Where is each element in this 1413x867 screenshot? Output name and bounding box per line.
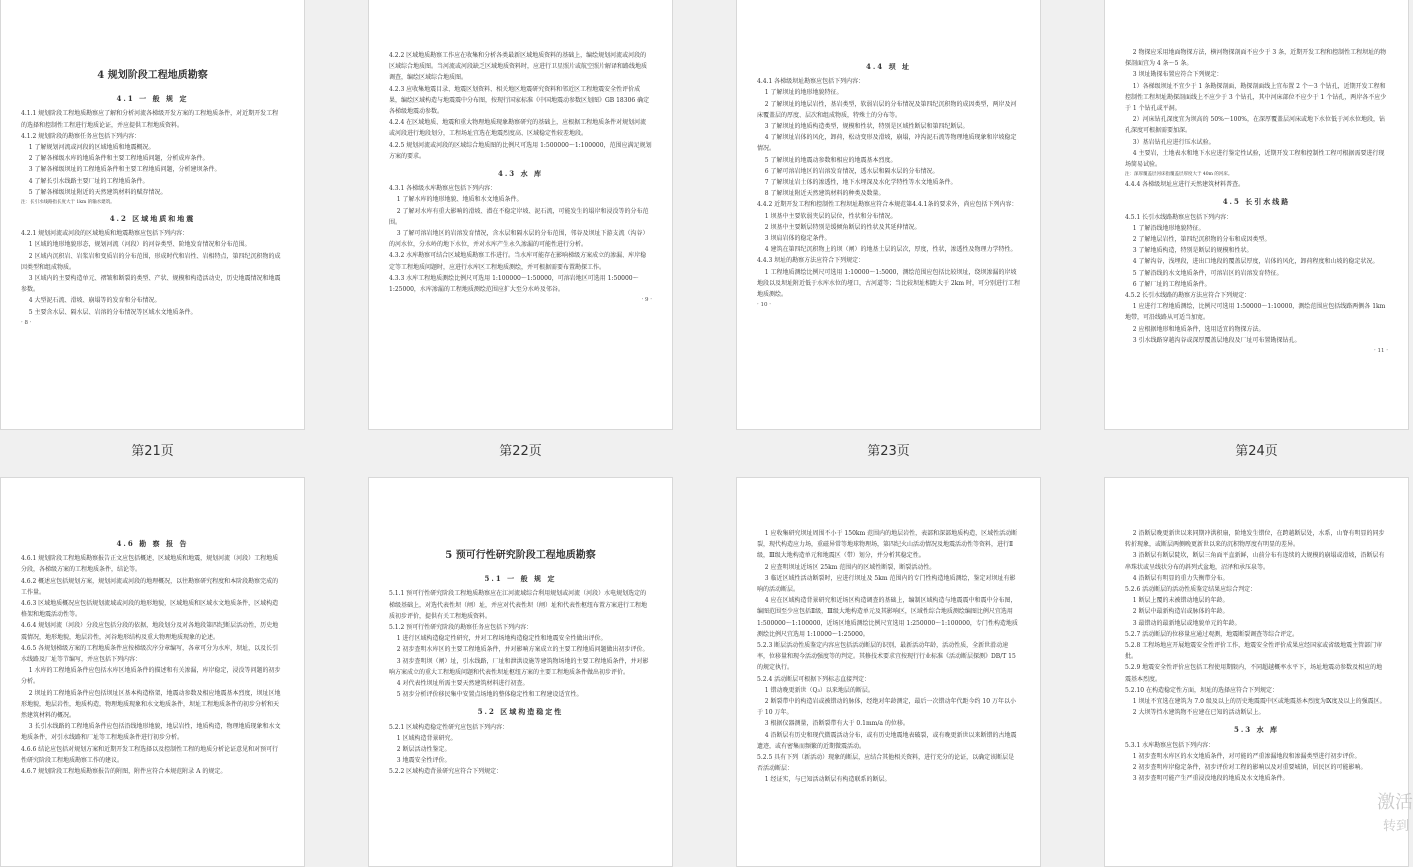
clause-item: 2 应根据地形和地质条件，选用适宜的物探方法。 <box>1132 325 1265 333</box>
clause-item: 2 断裂带中的构造岩或被错动的脉体，经绝对年龄测定，最后一次错动年代距今约 10 万年以小于 10 万年。 <box>757 698 1016 717</box>
clause-item: 4 沿断层有历史和现代微震活动分布，或有历史地震地表破裂，或有晚更新世以来断错的古地震遗迹，或有密集而频繁的近期微震活动。 <box>757 731 1017 750</box>
page-number: · 9 · <box>641 297 652 304</box>
page-caption[interactable]: 第24页 <box>1235 444 1278 459</box>
clause-item: 2 应查明坝址近场区 25km 范围内的区域性断裂，断裂活动性。 <box>764 563 936 571</box>
clause-item: 3 根据仪器测量，沿断裂带有大于 0.1mm/a 的位移。 <box>764 720 909 728</box>
clause-item: 2 了解坝址的地层岩性，基岩类型，软弱岩层的分布情况及第四纪沉积物的成因类型，两岸及河床覆盖层的厚度、层次和组成物质，特殊土的分布等。 <box>757 100 1017 119</box>
clause-item: 1 水库的工程地质条件应包括水库区地质条件的描述和有关渗漏，库岸稳定，浸没等问题的初步分析。 <box>21 667 281 686</box>
page-thumbnail-23[interactable] <box>736 0 1041 430</box>
clause-item: 3）基岩钻孔应进行压水试验。 <box>1132 138 1215 146</box>
clause-item: 2 物探应采用地面物探方法，横河物探剖面不应少于 3 条，近期开发工程和控制性工程坝址的物探剖面宜为 4 条～5 条。 <box>1125 49 1387 68</box>
clause: 5.2.10 在构造稳定性方面，坝址的选择应符合下列规定： <box>1125 686 1278 694</box>
clause: 4.3.1 各梯级水库勘察应包括下列内容： <box>389 185 497 193</box>
clause: 4.1.1 规划阶段工程地质勘察应了解和分析河流各梯级开发方案的工程地质条件，对近期开发工程的选择和控制性工程进行地质论证，并应提供工程地质资料。 <box>21 110 279 129</box>
clause: 5.2.9 地震安全性评价应包括工程使用期限内，不同超越概率水平下，场址地震动参数及相应的地震基本烈度。 <box>1125 664 1383 683</box>
clause-item: 4 了解坝址岩体的风化，卸荷，松动变形及滑坡，崩塌，冲沟泥石流等物理地质现象和岸坡稳定情况。 <box>757 134 1017 153</box>
page-thumbnail-27[interactable] <box>736 477 1041 867</box>
page-number: · 10 · <box>757 302 771 309</box>
clause-item: 5 了解坝址的地震动参数和相应的地震基本烈度。 <box>764 156 897 164</box>
clause-item: 3 长引水线路的工程地质条件应包括沿线地形地貌，地层岩性，地质构造，物理地质现象和水文地质条件，对引水线路和厂址等工程地质条件进行初步分析。 <box>21 723 281 742</box>
clause-item: 3 坝址勘探布置应符合下列规定： <box>1132 71 1223 79</box>
clause-item: 1 错动晚更新世（Q₃）以来地层的断层。 <box>764 686 874 694</box>
clause: 5.1.1 预可行性研究阶段工程地质勘察应在江河流域综合利用规划或河流（河段）水电规划选定的梯级基础上，对选代表性坝（闸）址，并应对代表性坝（闸）址和代表性枢纽布置方案进行工程地质初步评价，提供有关工程地质资料。 <box>389 590 648 620</box>
clause: 5.2.3 断层活动性质鉴定内容应包括活动断层的识别，最新活动年龄，活动性质，全新世滑动速率，位移量和现今活动强度等的判定。其修技术要求宜按现行行业标准《活动断层探测》DB/T 15 的规定执行。 <box>757 642 1016 672</box>
clause: 4.6.1 规划阶段工程地质勘察报告正文应包括概述，区域地质和地震，规划河流（河段）工程地质分段，各梯级方案的工程地质条件，结论等。 <box>21 555 279 574</box>
clause-item: 2）河床钻孔深度宜为坝高的 50%～100%，在深厚覆盖层河床或地下水位低于河水位地段，钻孔深度可根据需要加深。 <box>1125 116 1386 135</box>
section-heading: 4.1 一 般 规 定 <box>116 94 189 104</box>
clause-item: 3 初步查明坝（闸）址，引水线路，厂址和泄洪设施等建筑物场地的主要工程地质条件，并对影响方案成立的重大工程地质问题和代表性坝址枢纽方案的主要工程地质条件做出初步评价。 <box>389 657 649 676</box>
clause-item: 2 断层活动性鉴定。 <box>396 746 451 754</box>
clause: 4.3.3 水库工程地质测绘比例尺可选用 1:100000～1:50000，可溶岩地区可选用 1:50000～1:25000，水库渗漏的工程地质测绘范围应扩大至分水岭及邻谷。 <box>389 274 639 294</box>
clause: 4.6.7 规划阶段工程地质勘察报告的附图，附件应符合本规范附录 A 的规定。 <box>21 768 227 776</box>
clause-item: 1 工程地质测绘比例尺可选用 1:10000～1:5000，测绘范围应包括比较坝址，绕坝渗漏的岸坡地段以及坝址附近低于水库水位的垭口，古河道等；当比较坝址相距大于 2km 时，可分别进行工程地质测绘。 <box>757 268 1020 299</box>
clause: 4.4.2 近期开发工程和控制性工程坝址勘察应符合本规范第4.4.1条的要求外，尚应包括下列内容： <box>757 201 1018 209</box>
section-heading: 5.2 区域构造稳定性 <box>477 707 564 717</box>
clause-item: 1 区域的地形地貌形态，规划河流（河段）的河谷类型、阶地发育情况和分布范围。 <box>28 241 251 249</box>
clause-item: 4 大型泥石流、滑坡、崩塌等的发育和分布情况。 <box>28 297 161 305</box>
section-heading: 4.4 坝 址 <box>865 62 912 71</box>
clause-item: 6 了解厂址的工程地质条件。 <box>1132 280 1211 288</box>
clause: 5.2.1 区域构造稳定性研究应包括下列内容： <box>389 723 509 731</box>
section-heading: 5.1 一 般 规 定 <box>484 574 557 584</box>
clause-item: 5 了解沿线的水文地质条件，可溶岩区的岩溶发育特征。 <box>1132 269 1283 277</box>
clause-item: 1 坝基中主要软弱夹层的层位，性状和分布情况。 <box>764 212 897 220</box>
clause: 4.4.1 各梯级坝址勘察应包括下列内容： <box>757 78 865 86</box>
clause-item: 4 了解沟谷，浅埋段，进出口地段的覆盖层厚度，岩体的风化，卸荷程度和山坡的稳定状况。 <box>1132 258 1379 266</box>
clause-item: 4 应在区域构造背景研究和近场区构造调查的基础上，编制区域构造与地震震中和震中分布图，编图范围至少应包括Ⅱ级，Ⅲ级大地构造单元及其影响区，区域性综合地质测绘编图比例尺宜选用 1:500000～1:100000，近场区地质测绘比例尺宜选用 1:250000～1:100000，专门性构造地质测绘比例尺宜选用 1:10000～1:25000。 <box>757 597 1018 638</box>
clause-item: 1 了解坝址的地形地貌特征。 <box>764 89 843 97</box>
clause-item: 4 沿断层有明显的重力失衡带分布。 <box>1132 574 1229 582</box>
clause: 4.6.4 规划河流（河段）分段应包括分段的依据，地段划分及对各地段第四纪断层活动性，历史地震情况，地形地貌，地层岩性，河谷地形结构及重大物理地质现象的论述。 <box>21 622 279 641</box>
clause: 4.1.2 规划阶段的勘察任务应包括下列内容： <box>21 132 141 140</box>
clause-item: 3 沿断层有断层陡坎，断层三角面平直新鲜，山前分布有连续的大规模的崩塌或滑坡，沿断层有串珠状或呈线状分布的斜列式盆地，沼泽和承压泉等。 <box>1125 552 1385 571</box>
section-heading: 4.3 水 库 <box>497 169 544 179</box>
clause-item: 2 坝基中主要断层特别是缓倾角断层的性状及其延伸情况。 <box>764 223 921 231</box>
clause: 5.3.1 水库勘察应包括下列内容： <box>1125 741 1215 749</box>
clause-item: 1 了解水库的地形地貌、地质和水文地质条件。 <box>396 196 523 204</box>
activation-watermark-sub: 转到 <box>1383 819 1410 834</box>
clause-item: 1 坝址不宜选在建筑为 7.0 级及以上的历史地震震中区或地震基本烈度为Ⅸ度及以上的强震区。 <box>1132 698 1386 706</box>
clause-item: 2 初步查明库岸稳定条件，初步评价对工程的影响以及对重要城镇，居民区的可能影响。 <box>1132 764 1367 772</box>
clause-item: 1 应收集研究坝址周围不小于 150km 范围内的地层岩性，表部和深部地质构造，区域性活动断裂，现代构造应力场，重磁异常等地球物理场，第四纪火山活动情况及地震活动性等资料，进行Ⅱ级，Ⅲ级大地构造单元和地震区（带）划分，并分析其稳定性。 <box>757 530 1018 560</box>
clause-item: 8 了解坝址附近天然建筑材料的种类及数量。 <box>764 190 885 198</box>
clause: 4.4.4 各梯级坝址应进行天然建筑材料普查。 <box>1125 181 1245 189</box>
clause-item: 3 了解地质构造，特别是断层的规模和性状。 <box>1132 247 1253 255</box>
note: 注：长引水线路指长度大于 1km 的输水建筑。 <box>21 200 115 206</box>
clause-item: 3 引水线路穿越沟谷或深厚覆盖层地段及厂址可布置勘探钻孔。 <box>1132 336 1301 344</box>
clause-item: 2 了解对水库有重大影响的滑坡、潜在不稳定岸坡、泥石流，可能发生的塌岸和浸没等的分布范围。 <box>389 207 649 226</box>
clause-item: 2 断层中最新构造岩或脉体的年龄。 <box>1132 608 1229 616</box>
clause: 5.2.7 活动断层的位移量应通过观测，地震断裂调查等综合评定。 <box>1125 630 1299 638</box>
section-heading: 4.2 区域地质和地震 <box>109 214 196 224</box>
clause: 4.2.1 规划河流或河段的区域地质和地震勘察应包括下列内容： <box>21 230 189 238</box>
page-thumbnail-22[interactable] <box>368 0 673 430</box>
page-caption[interactable]: 第22页 <box>499 444 542 459</box>
clause-item: 1 初步查明水库区的水文地质条件，对可能的严重渗漏地段和渗漏类型进行初步评价。 <box>1132 752 1361 760</box>
clause: 5.2.4 活动断层可根据下列标志直接判定： <box>757 675 871 683</box>
page-thumbnail-24[interactable] <box>1104 0 1409 430</box>
page-number: · 11 · <box>1374 348 1388 355</box>
clause: 5.2.2 区域构造背景研究应符合下列规定： <box>389 768 503 776</box>
clause: 4.3.2 水库勘察可结合区域地质勘察工作进行。当水库可能存在影响梯级方案成立的渗漏、库岸稳定等工程地质问题时，应进行水库区工程地质测绘，并可根据需要布置勘探工作。 <box>389 252 647 271</box>
clause-item: 2 区域内沉积岩、岩浆岩和变质岩的分布范围，形成时代和岩性、岩相特点，第四纪沉积物的成因类型和组成物质。 <box>21 252 281 271</box>
clause-item: 1 应进行工程地质测绘，比例尺可选用 1:50000～1:10000，测绘范围应包括线路两侧各 1km 地带，可沿线路从可适当加宽。 <box>1125 303 1386 322</box>
clause-item: 7 了解坝址岩土体的渗透性，地下水埋深及水化学特性等水文地质条件。 <box>764 179 957 187</box>
clause: 4.5.2 长引水线路的勘察方法应符合下列规定： <box>1125 292 1251 300</box>
section-heading: 5.3 水 库 <box>1233 725 1280 735</box>
clause-item: 1 了解规划河流或河段的区域地质和地震概况。 <box>28 144 155 152</box>
clause-item: 3 区域内的主要构造单元、褶皱和断裂的类型、产状、规模和构造活动史，历史地震情况和地震参数。 <box>21 275 281 294</box>
clause-item: 2 大坝等挡水建筑物不应建在已知的活动断层上。 <box>1132 709 1265 717</box>
clause-item: 4 对代表性坝址所需主要天然建筑材料进行初查。 <box>396 680 529 688</box>
clause: 5.2.5 具有下列（新活动）现象的断层，应结合其他相关资料，进行充分的论证，以确定该断层是否活动断层： <box>757 754 1015 773</box>
clause: 4.5.1 长引水线路勘察应包括下列内容： <box>1125 213 1233 221</box>
clause: 5.2.8 工程场地应开展地震安全性评价工作，地震安全性评价成果应经国家或省级地震主管部门审批。 <box>1125 642 1383 661</box>
clause: 5.1.2 预可行性研究阶段的勘察任务应包括下列内容： <box>389 624 533 632</box>
clause-item: 3 了解各梯级坝址的工程地质条件和主要工程地质问题，分析建坝条件。 <box>28 166 221 174</box>
clause-item: 2 了解地层岩性，第四纪沉积物的分布和成因类型。 <box>1132 236 1271 244</box>
clause-item: 4 建筑在第四纪沉积物上的坝（闸）的地基土层的层次，厚度，性状，渗透性及物理力学特性。 <box>764 246 1017 254</box>
clause: 4.2.3 应收集地震目录、地震区划资料、相关地区地震研究资料和邻近区工程地震安全性评价成果，编绘区域构造与地震震中分布图，按现行国家标准《中国地震动参数区划图》GB 18306 确定各梯级地震动参数。 <box>389 85 650 116</box>
section-heading: 4.6 勘 察 报 告 <box>116 539 189 548</box>
clause-item: 3 了解可溶岩地区的岩溶发育情况，含水层和隔水层的分布范围，邻谷及坝址下游支流（沟谷）的河水位，分水岭的地下水位，并对水库产生永久渗漏的可能性进行分析。 <box>389 230 649 249</box>
clause: 4.2.2 区域地质勘察工作应在收集和分析各类最新区域地质资料的基础上，编绘规划河流或河段的区域综合地质图。当河流或河段缺乏区域地质资料时，应进行卫星照片或航空照片解译和路线地质调查，编绘区域综合地质图。 <box>389 52 648 82</box>
clause-item: 1 进行区域构造稳定性研究，并对工程场地构造稳定性和地震安全性做出评价。 <box>396 635 607 643</box>
page-thumbnail-28[interactable] <box>1104 477 1413 867</box>
chapter-title: 5 预可行性研究阶段工程地质勘察 <box>445 550 596 561</box>
clause: 5.2.6 活动断层的活动性质鉴定结果应综合判定： <box>1125 586 1257 594</box>
clause-item: 2 初步查明水库区的主要工程地质条件，并对影响方案成立的主要工程地质问题做出初步评价。 <box>396 646 649 654</box>
clause: 4.6.3 区域地质概况应包括规划流域或河段的地形地貌，区域地质和区域水文地质条件，区域构造格架和地震活动性等。 <box>21 600 279 619</box>
clause-item: 3 初步查明可能产生严重浸没地段的地质及水文地质条件。 <box>1132 775 1289 783</box>
clause: 4.6.2 概述应包括规划方案，规划河流或河段的地理概况，以往勘察研究程度和本阶段勘察完成的工作量。 <box>21 577 279 596</box>
chapter-title: 4 规划阶段工程地质勘察 <box>97 70 208 81</box>
clause-item: 1 区域构造背景研究。 <box>396 734 457 742</box>
clause-item: 5 了解各梯级坝址附近的天然建筑材料的赋存情况。 <box>28 188 167 196</box>
clause-item: 5 主要含水层、隔水层、岩溶的分布情况等区域水文地质条件。 <box>28 308 197 316</box>
clause-item: 2 了解各梯级水库的地质条件和主要工程地质问题，分析成库条件。 <box>28 155 209 163</box>
clause-item: 2 沿断层晚更新世以来同期冲洪积扇，阶地发生错位，在跨越断层处，水系，山脊有明显的同步转折现象，或断层两侧晚更新世以来的沉积物厚度有明显的差异。 <box>1125 530 1385 549</box>
clause-item: 1）各梯级坝址不宜少于 1 条勘探剖面，勘探剖面线上宜布置 2 个～3 个钻孔，近期开发工程和控制性工程坝址勘探剖面线上不应少于 3 个钻孔，其中河床部位不应少于 1 个钻孔，两岸各不应少于 1 个钻孔或平洞。 <box>1125 82 1387 113</box>
activation-watermark: 激活 <box>1377 792 1413 813</box>
clause-item: 3 坝肩岩体的稳定条件。 <box>764 235 831 243</box>
section-heading: 4.5 长引水线路 <box>1222 197 1291 207</box>
clause-item: 1 断层上覆的未被错动地层的年龄。 <box>1132 597 1229 605</box>
page-thumbnail-21[interactable] <box>0 0 305 430</box>
clause-item: 3 最错动的最新地层或地貌单元的年龄。 <box>1132 619 1241 627</box>
clause-item: 4 主要岩，土地表水和地下水应进行鉴定性试验，近期开发工程和控制性工程可根据需要进行现场简易试验。 <box>1125 149 1385 169</box>
clause-item: 3 地震安全性评价。 <box>396 757 451 765</box>
note: 注：深厚覆盖层河床指覆盖层厚度大于 40m 的河床。 <box>1125 172 1233 178</box>
clause-item: 3 临近区域性活动断裂时，应进行坝址及 5km 范围内的专门性构造地质测绘，鉴定对坝址有影响的活动断层。 <box>757 574 1016 594</box>
clause: 4.4.3 坝址的勘察方法应符合下列规定： <box>757 257 865 265</box>
clause: 4.6.5 各规划梯级方案的工程地质条件应按梯级次序分章编写，各章可分为水库，坝址，以及长引水线路及厂址等节编写，并应包括下列内容： <box>21 644 279 664</box>
page-caption[interactable]: 第23页 <box>867 444 910 459</box>
clause-item: 1 了解沿线地形地貌特征。 <box>1132 224 1205 232</box>
clause-item: 4 了解长引水线路主要厂址的工程地质条件。 <box>28 177 149 185</box>
clause: 4.2.4 在区域地质、地震和重大物理地质现象勘察研究的基础上，应根据工程地质条件对规划河流或河段进行地段划分，工程场址宜选在地震烈度高、区域稳定性较差地段。 <box>389 119 647 138</box>
clause-item: 5 初步分析评价移民集中安置点场地的整体稳定性和工程建设适宜性。 <box>396 691 583 699</box>
clause-item: 1 经证实，与已知活动断层有构造联系的断层。 <box>764 776 891 784</box>
clause: 4.6.6 结论应包括对规划方案和近期开发工程选择以及控制性工程的地质分析论证意见和对预可行性研究阶段工程地质勘察工作的建议。 <box>21 745 279 764</box>
page-thumbnail-25[interactable] <box>0 477 305 867</box>
clause: 4.2.5 规划河流或河段的区域综合地质图的比例尺可选用 1:500000～1:100000，范围应满足规划方案的要求。 <box>389 141 652 160</box>
clause-item: 2 坝址的工程地质条件应包括坝址区基本构造格架，地震动参数及相应地震基本烈度，坝址区地形地貌，地层岩性，地质构造，物理地质现象和水文地质条件，坝址工程地质条件的初步分析和天然建筑材料的概况。 <box>21 689 281 720</box>
page-caption[interactable]: 第21页 <box>131 444 174 459</box>
page-thumbnail-26[interactable] <box>368 477 673 867</box>
clause-item: 6 了解可溶岩地区的岩溶发育情况，透水层和隔水层的分布情况。 <box>764 167 939 175</box>
page-number: · 8 · <box>21 319 32 326</box>
clause-item: 3 了解坝址的地质构造类型，规模和性状，特别是区域性断层和第四纪断层。 <box>764 123 969 131</box>
